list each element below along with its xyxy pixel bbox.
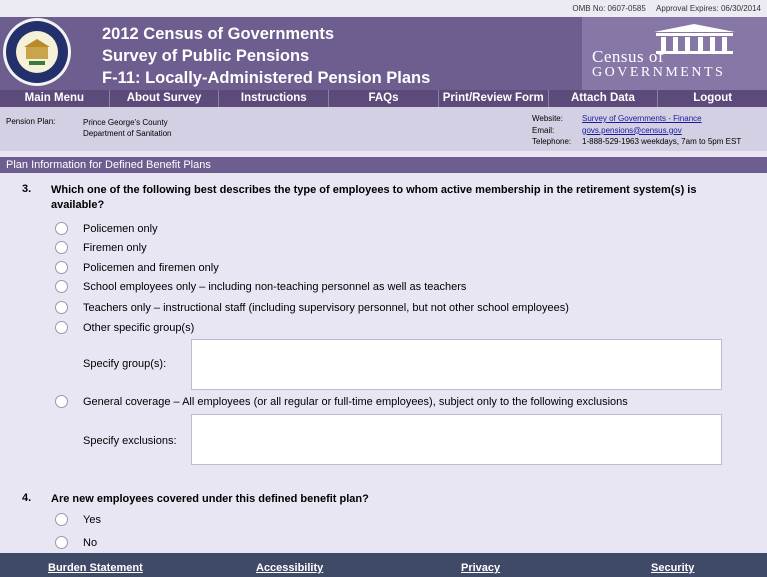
question-4-text: Are new employees covered under this defined benefit plan? <box>51 493 369 505</box>
nav-main-menu[interactable]: Main Menu <box>0 90 110 107</box>
approval-expires: Approval Expires: 06/30/2014 <box>656 4 761 13</box>
plan-info-panel <box>0 107 767 151</box>
specify-group-input[interactable] <box>191 339 722 390</box>
contact-info <box>532 113 741 148</box>
footer-accessibility-link[interactable]: Accessibility <box>256 562 324 574</box>
omb-bar <box>0 0 767 17</box>
option-label: School employees only – including non-teaching personnel as well as teachers <box>83 281 467 293</box>
telephone-value: 1-888-529-1963 weekdays, 7am to 5pm EST <box>582 137 742 146</box>
footer-security-link[interactable]: Security <box>651 562 695 574</box>
section-title: Plan Information for Defined Benefit Plans <box>0 157 767 173</box>
question-3-number: 3. <box>22 183 32 195</box>
radio-button[interactable] <box>55 261 68 274</box>
radio-button[interactable] <box>55 301 68 314</box>
radio-button[interactable] <box>55 241 68 254</box>
option-label: Policemen and firemen only <box>83 262 219 274</box>
specify-exclusions-input[interactable] <box>191 414 722 465</box>
nav-attach-data[interactable]: Attach Data <box>549 90 659 107</box>
nav-print-review-form[interactable]: Print/Review Form <box>439 90 549 107</box>
option-label: Teachers only – instructional staff (including supervisory personnel, but not other school employees) <box>83 302 569 314</box>
plan-department: Department of Sanitation <box>83 129 172 138</box>
email-label: Email: <box>532 125 555 135</box>
footer-burden-statement-link[interactable]: Burden Statement <box>48 562 143 574</box>
radio-button[interactable] <box>55 280 68 293</box>
logo-census-of: Census of <box>592 47 665 66</box>
main-nav <box>0 90 767 107</box>
nav-faqs[interactable]: FAQs <box>329 90 439 107</box>
specify-group-label: Specify group(s): <box>83 358 167 370</box>
page-header <box>0 17 767 90</box>
option-label: Other specific group(s) <box>83 322 195 334</box>
pension-plan-value <box>83 117 172 139</box>
question-3-text: Which one of the following best describes the type of employees to whom active membership in the retirement system(s) is available? <box>51 184 697 211</box>
website-label: Website: <box>532 114 563 123</box>
title-line-form: F-11: Locally-Administered Pension Plans <box>102 69 431 87</box>
option-label: Firemen only <box>83 242 147 254</box>
email-link[interactable]: govs.pensions@census.gov <box>582 125 682 135</box>
nav-logout[interactable]: Logout <box>693 92 733 104</box>
radio-button[interactable] <box>55 222 68 235</box>
pension-plan-label: Pension Plan: <box>6 117 56 126</box>
nav-about-survey[interactable]: About Survey <box>110 90 220 107</box>
logo-governments: GOVERNMENTS <box>592 65 726 80</box>
telephone-label: Telephone: <box>532 137 572 146</box>
website-link[interactable]: Survey of Governments - Finance <box>582 114 702 123</box>
nav-instructions[interactable]: Instructions <box>219 90 329 107</box>
page-footer <box>0 553 767 577</box>
option-label: General coverage – All employees (or all regular or full-time employees), subject only to the following exclusions <box>83 396 628 408</box>
omb-number: OMB No: 0607-0585 <box>572 4 646 13</box>
title-line-census: 2012 Census of Governments <box>102 25 334 43</box>
option-label: Policemen only <box>83 223 158 235</box>
radio-button[interactable] <box>55 513 68 526</box>
census-of-governments-logo <box>582 17 767 90</box>
commerce-seal-icon <box>2 17 72 87</box>
plan-county: Prince George's County <box>83 118 168 127</box>
radio-button[interactable] <box>55 395 68 408</box>
radio-button[interactable] <box>55 536 68 549</box>
radio-button[interactable] <box>55 321 68 334</box>
option-label: Yes <box>83 514 101 526</box>
option-label: No <box>83 537 98 549</box>
title-line-survey: Survey of Public Pensions <box>102 47 310 65</box>
specify-exclusions-label: Specify exclusions: <box>83 435 177 447</box>
capitol-columns-icon <box>652 23 737 55</box>
survey-title <box>102 23 430 89</box>
question-4-number: 4. <box>22 492 32 504</box>
footer-privacy-link[interactable]: Privacy <box>461 562 501 574</box>
